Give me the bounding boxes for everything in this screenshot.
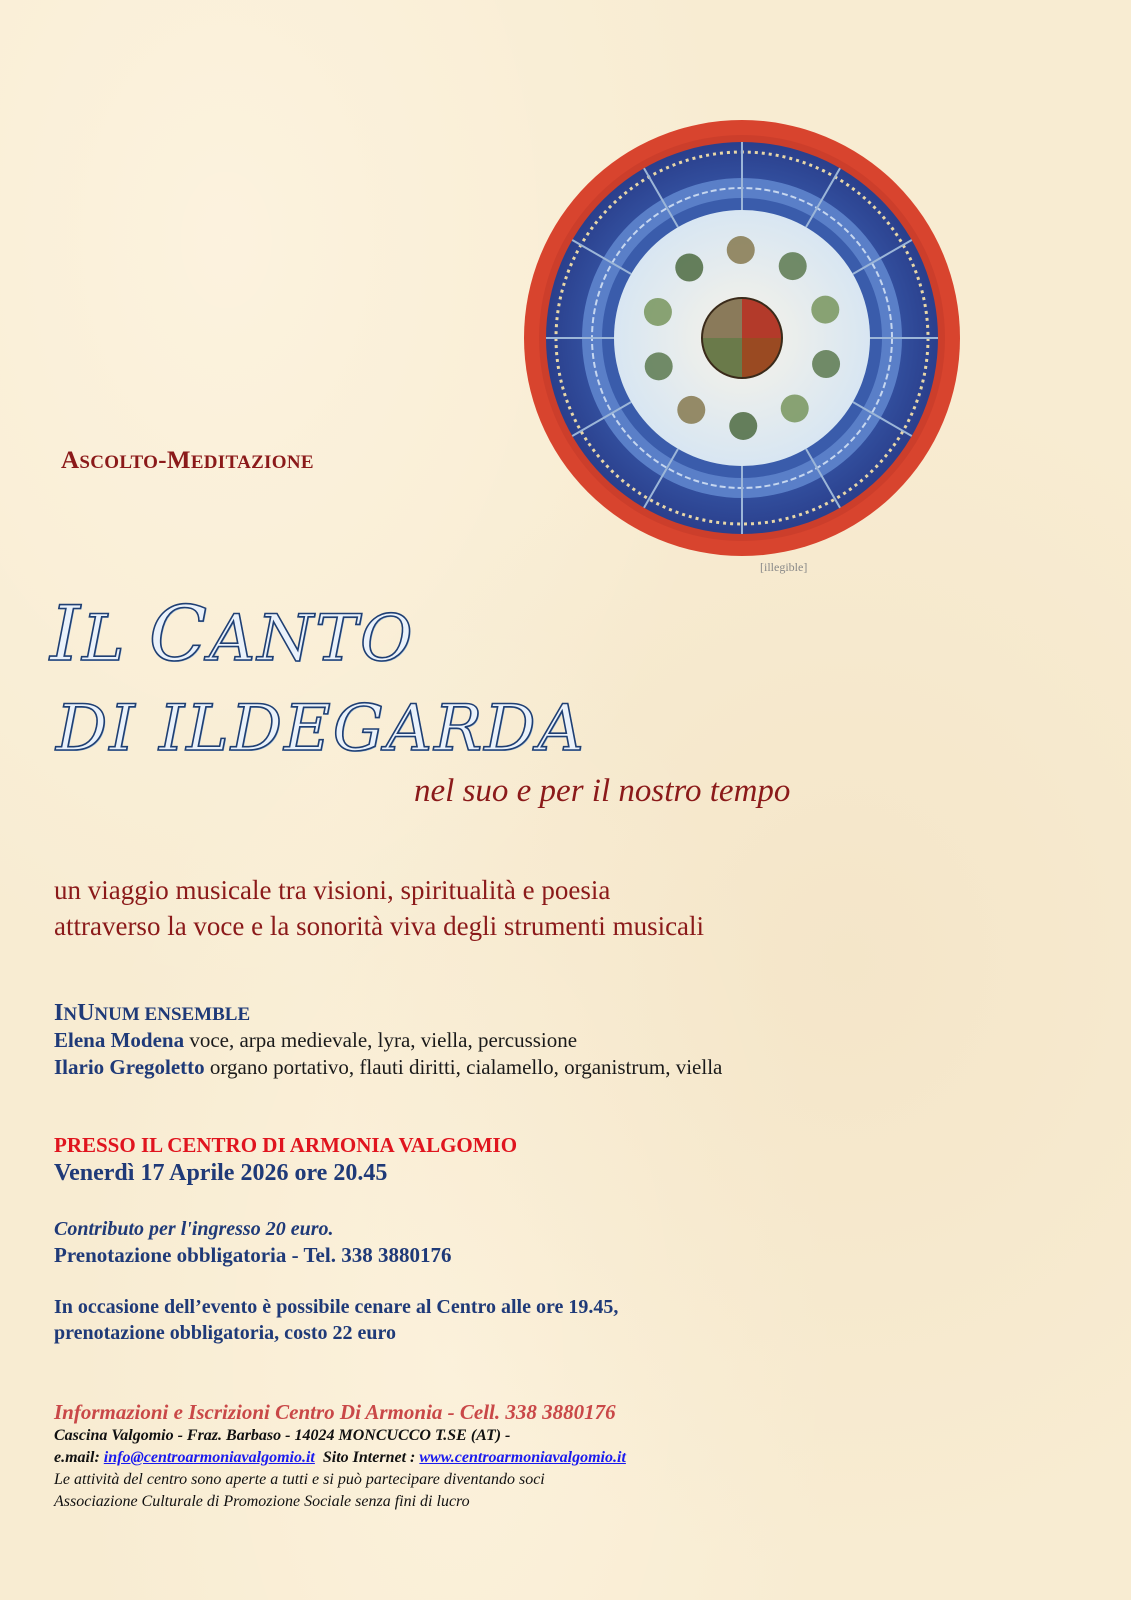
email-link[interactable]: info@centroarmoniavalgomio.it — [103, 1449, 315, 1466]
wheel-tree — [812, 350, 840, 378]
ensemble-initial-1: I — [54, 1000, 64, 1026]
kicker-text: SCOLTO — [79, 452, 159, 473]
wheel-tree — [677, 396, 705, 424]
page-title-line2: DI ILDEGARDA — [56, 692, 586, 766]
wheel-tree — [727, 236, 755, 264]
site-label: Sito Internet : — [314, 1449, 420, 1466]
wheel-tree — [779, 252, 807, 280]
ensemble-part-2: NUM ENSEMBLE — [94, 1004, 251, 1025]
subtitle: nel suo e per il nostro tempo — [414, 773, 791, 809]
page-title-line1 — [50, 589, 415, 678]
footer-contact — [54, 1449, 626, 1467]
wheel-tree — [811, 296, 839, 324]
performer-row — [54, 1055, 722, 1080]
wheel-tree — [729, 412, 757, 440]
kicker-initial: A — [61, 447, 80, 474]
description-line-1: un viaggio musicale tra visioni, spiritualità e poesia — [54, 875, 611, 905]
dinner-info-line-2: prenotazione obbligatoria, costo 22 euro — [54, 1322, 397, 1344]
footer-note-2: Associazione Culturale di Promozione Sociale senza fini di lucro — [54, 1493, 470, 1510]
wheel-tree — [644, 298, 672, 326]
title-initial-1: I — [50, 589, 83, 678]
performer-name: Ilario Gregoletto — [54, 1055, 205, 1079]
footer-info: Informazioni e Iscrizioni Centro Di Armonia - Cell. 338 3880176 — [54, 1400, 616, 1424]
performer-instruments: organo portativo, flauti diritti, cialamello, organistrum, viella — [204, 1055, 723, 1079]
performer-instruments: voce, arpa medievale, lyra, viella, percussione — [184, 1028, 578, 1052]
kicker-initial-2: M — [166, 447, 191, 474]
title-part-2: ANTO — [209, 602, 415, 676]
event-fee: Contributo per l'ingresso 20 euro. — [54, 1218, 334, 1240]
ensemble-initial-2: U — [77, 1000, 95, 1026]
email-label: e.mail: — [54, 1449, 104, 1466]
event-kicker — [61, 447, 314, 475]
wheel-tree — [781, 394, 809, 422]
website-link[interactable]: www.centroarmoniavalgomio.it — [419, 1449, 626, 1466]
footer-address: Cascina Valgomio - Fraz. Barbaso - 14024 MONCUCCO T.SE (AT) - — [54, 1427, 511, 1444]
title-initial-2: C — [148, 589, 210, 678]
kicker-text-2: EDITAZIONE — [190, 452, 314, 473]
event-venue: PRESSO IL CENTRO DI ARMONIA VALGOMIO — [54, 1133, 518, 1157]
cosmic-wheel-illustration — [522, 118, 962, 558]
title-part-1: L — [82, 602, 149, 676]
ensemble-name — [54, 1000, 250, 1027]
description-line-2: attraverso la voce e la sonorità viva degli strumenti musicali — [54, 911, 705, 941]
wheel-tree — [675, 254, 703, 282]
ensemble-part-1: N — [63, 1004, 78, 1025]
wheel-tree — [645, 352, 673, 380]
kicker-separator: - — [158, 447, 167, 474]
event-booking: Prenotazione obbligatoria - Tel. 338 3880176 — [54, 1243, 452, 1267]
performer-name: Elena Modena — [54, 1028, 185, 1052]
event-date: Venerdì 17 Aprile 2026 ore 20.45 — [54, 1160, 388, 1186]
footer-note-1: Le attività del centro sono aperte a tutti e si può partecipare diventando soci — [54, 1471, 545, 1488]
dinner-info-line-1: In occasione dell’evento è possibile cenare al Centro alle ore 19.45, — [54, 1296, 619, 1318]
performer-row — [54, 1028, 577, 1053]
description — [54, 872, 704, 944]
illustration-caption: [illegible] — [760, 560, 808, 574]
